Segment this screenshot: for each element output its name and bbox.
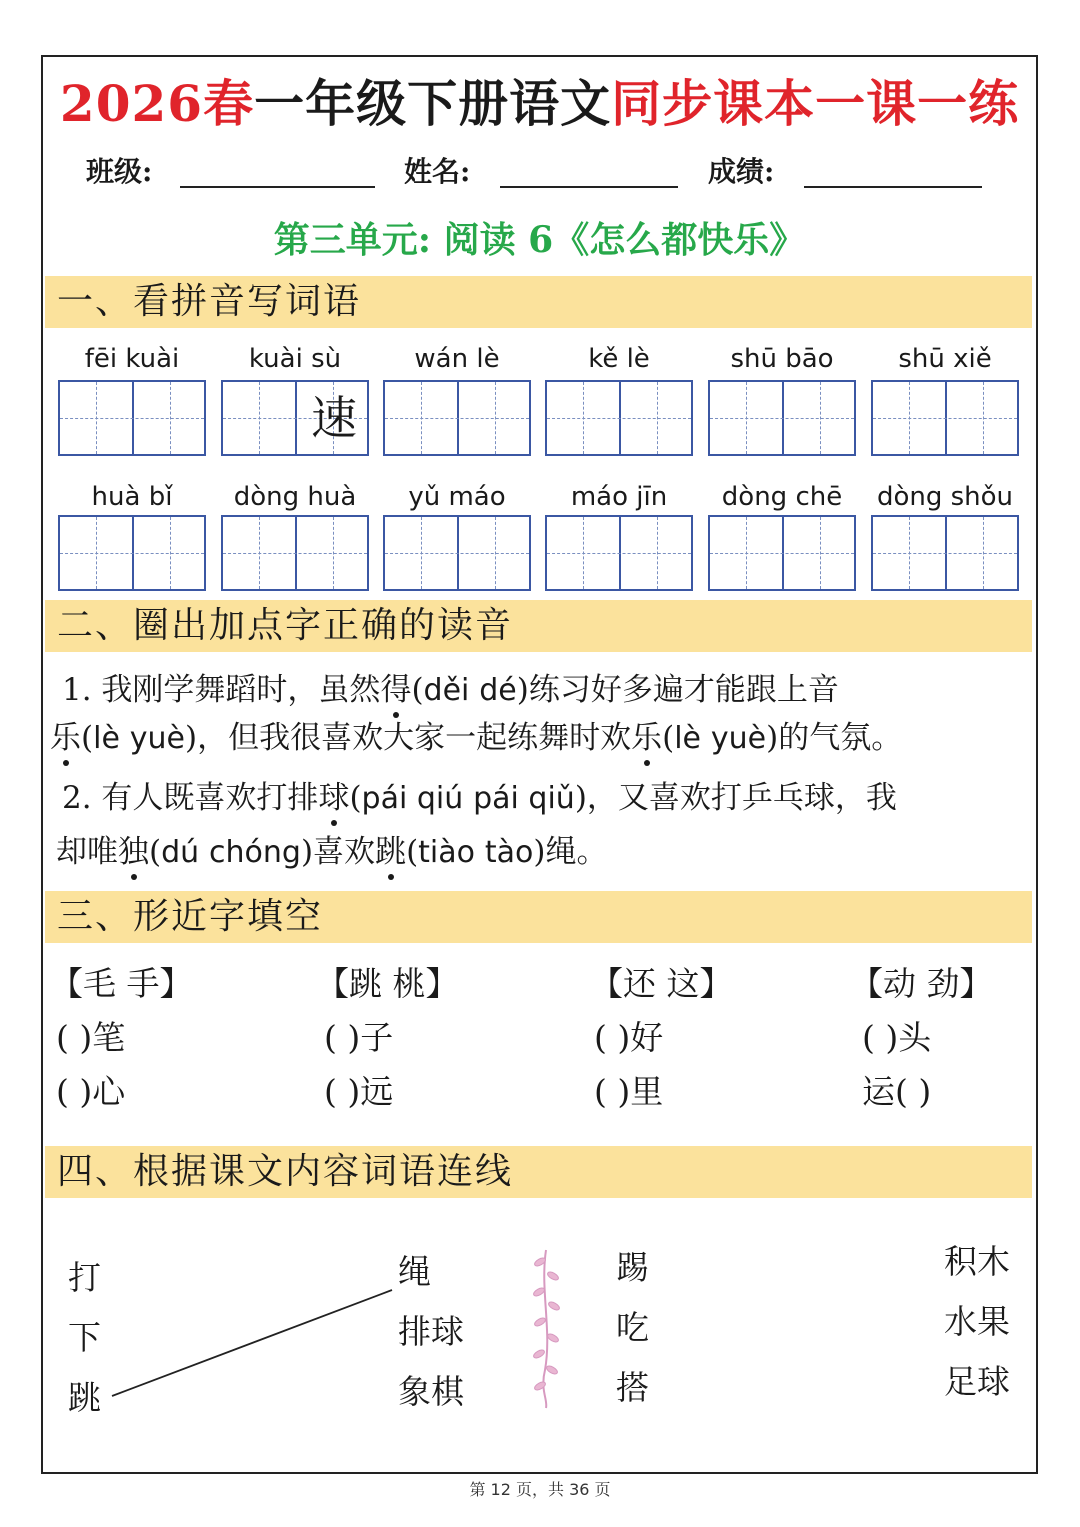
question-line: 1. 我刚学舞蹈时，虽然得(děi dé)练习好多遍才能跟上音 — [62, 672, 839, 708]
pinyin: dòng shǒu — [876, 482, 1014, 512]
match-word[interactable]: 吃 — [616, 1308, 649, 1347]
fill-blank[interactable]: ( )笔 — [56, 1018, 126, 1057]
page-footer: 第 12 页，共 36 页 — [469, 1480, 611, 1499]
match-word[interactable]: 排球 — [398, 1312, 464, 1351]
floral-divider — [532, 1250, 560, 1408]
pinyin: fēi kuài — [84, 344, 180, 374]
reading-option[interactable]: dú — [161, 835, 200, 870]
example-connector-line — [112, 1290, 392, 1396]
reading-option[interactable]: chóng — [209, 835, 301, 870]
fill-blank[interactable]: ( )远 — [324, 1072, 394, 1111]
dotted-char: 球 — [318, 780, 350, 816]
match-word[interactable]: 水果 — [944, 1302, 1010, 1341]
match-word[interactable]: 搭 — [616, 1368, 649, 1407]
char-pair: 【动 劲】 — [850, 964, 993, 1003]
dotted-char: 独 — [118, 834, 149, 870]
fill-blank[interactable]: ( )好 — [594, 1018, 664, 1057]
char-pair: 【跳 桃】 — [316, 964, 459, 1003]
fill-blank[interactable]: ( )子 — [324, 1018, 394, 1057]
reading-option[interactable]: dé — [479, 673, 517, 708]
pinyin: kě lè — [588, 344, 650, 374]
pinyin: yǔ máo — [408, 482, 506, 512]
dotted-char: 乐 — [50, 720, 81, 756]
section2-title: 二、圈出加点字正确的读音 — [57, 605, 514, 646]
match-word[interactable]: 下 — [68, 1318, 101, 1357]
fill-blank[interactable]: ( )心 — [56, 1072, 126, 1111]
question-line: 却唯独(dú chóng)喜欢跳(tiào tào)绳。 — [56, 834, 608, 870]
sample-character: 速 — [311, 391, 357, 445]
reading-option[interactable]: děi — [423, 673, 470, 708]
dotted-char: 得 — [380, 672, 412, 708]
reading-option[interactable]: lè — [93, 721, 120, 756]
char-pair: 【毛 手】 — [50, 964, 193, 1003]
reading-option[interactable]: lè — [674, 721, 701, 756]
pinyin: dòng chē — [721, 482, 843, 512]
pinyin: shū bāo — [730, 344, 834, 374]
match-word[interactable]: 打 — [68, 1258, 101, 1297]
char-pair: 【还 这】 — [590, 964, 733, 1003]
name-label: 姓名: — [404, 155, 471, 188]
match-word[interactable]: 踢 — [616, 1248, 649, 1287]
match-word[interactable]: 绳 — [398, 1252, 431, 1291]
section4-title: 四、根据课文内容词语连线 — [57, 1151, 514, 1192]
question-line: 乐(lè yuè)，但我很喜欢大家一起练舞时欢乐(lè yuè)的气氛。 — [50, 720, 903, 756]
title-series: 同步课本一课一练 — [611, 74, 1020, 133]
match-word[interactable]: 足球 — [944, 1362, 1010, 1401]
fill-blank[interactable]: 运( ) — [862, 1072, 932, 1111]
match-word[interactable]: 象棋 — [398, 1372, 464, 1411]
reading-option[interactable]: tào — [484, 835, 534, 870]
reading-option[interactable]: yuè — [129, 721, 185, 756]
match-word[interactable]: 积木 — [944, 1242, 1010, 1281]
title-year: 2026春 — [59, 74, 255, 133]
pinyin: kuài sù — [248, 344, 342, 374]
fill-blank[interactable]: ( )头 — [862, 1018, 932, 1057]
section3-title: 三、形近字填空 — [57, 896, 324, 937]
score-label: 成绩: — [708, 155, 775, 188]
pinyin: huà bǐ — [91, 482, 173, 512]
reading-option[interactable]: pái qiú — [361, 781, 464, 816]
match-word[interactable]: 跳 — [68, 1378, 101, 1417]
section1-title: 一、看拼音写词语 — [57, 281, 362, 322]
pinyin: dòng huà — [233, 482, 357, 512]
reading-option[interactable]: tiào — [418, 835, 476, 870]
reading-option[interactable]: pái qiǔ — [473, 781, 575, 816]
reading-option[interactable]: yuè — [710, 721, 767, 756]
question-line: 2. 有人既喜欢打排球(pái qiú pái qiǔ)，又喜欢打乒乓球，我 — [62, 780, 897, 816]
title-grade: 一年级下册语文 — [254, 74, 612, 133]
class-label: 班级: — [86, 155, 153, 188]
dotted-char: 乐 — [631, 720, 663, 756]
pinyin: shū xiě — [898, 344, 992, 374]
dotted-char: 跳 — [375, 834, 407, 870]
pinyin: wán lè — [414, 344, 500, 374]
unit-title: 第三单元: 阅读 6《怎么都快乐》 — [273, 219, 806, 261]
fill-blank[interactable]: ( )里 — [594, 1072, 664, 1111]
pinyin: máo jīn — [570, 482, 668, 512]
